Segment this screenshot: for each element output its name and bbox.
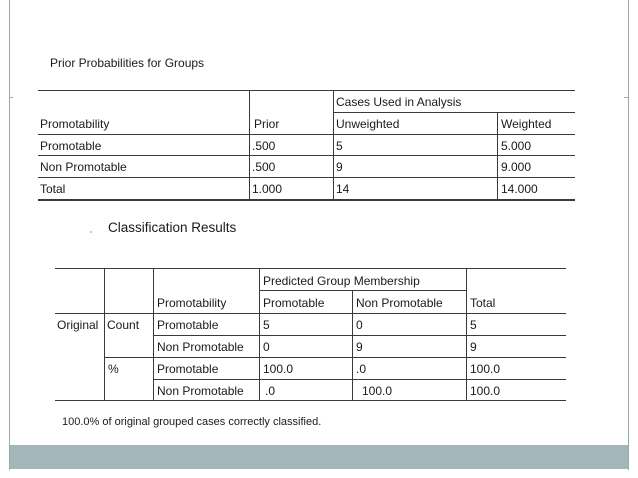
rule xyxy=(333,112,575,113)
bullet-dot xyxy=(90,231,92,233)
classification-cell: 100.0 xyxy=(362,384,393,398)
frame-tick-right xyxy=(624,97,628,98)
classification-cell: 5 xyxy=(263,318,270,332)
classification-super-header: Predicted Group Membership xyxy=(263,274,420,288)
classification-cell: 100.0 xyxy=(470,384,501,398)
rule xyxy=(153,268,154,401)
classification-cell: 0 xyxy=(263,340,270,354)
classification-header-non-promotable: Non Promotable xyxy=(356,296,443,310)
rule xyxy=(497,112,498,200)
classification-cell: 9 xyxy=(470,340,477,354)
rule xyxy=(249,90,250,200)
original-label: Original xyxy=(57,318,99,332)
classification-cell: 100.0 xyxy=(263,362,294,376)
classification-row-var: Promotability xyxy=(157,296,227,310)
rule xyxy=(55,268,566,269)
prior-cell: .500 xyxy=(252,139,276,153)
classification-cell: .0 xyxy=(356,362,367,376)
slide-frame-right xyxy=(628,0,629,470)
rule xyxy=(55,313,566,314)
prior-cell: 1.000 xyxy=(252,182,283,196)
classification-row-label: Non Promotable xyxy=(157,384,244,398)
prior-header-promotability: Promotability xyxy=(40,117,110,131)
prior-header-weighted: Weighted xyxy=(501,117,552,131)
prior-cell: 9 xyxy=(336,160,343,174)
classification-cell: 5 xyxy=(470,318,477,332)
rule xyxy=(466,268,467,401)
rule xyxy=(259,268,260,401)
classification-cell: .0 xyxy=(265,384,276,398)
rule xyxy=(104,357,566,358)
prior-cell: 5.000 xyxy=(501,139,532,153)
percent-label: % xyxy=(108,362,119,376)
prior-table-title: Prior Probabilities for Groups xyxy=(50,56,205,70)
prior-row-label: Non Promotable xyxy=(40,160,127,174)
rule xyxy=(352,290,353,401)
classification-row-label: Non Promotable xyxy=(157,340,244,354)
rule xyxy=(38,155,575,156)
prior-header-prior: Prior xyxy=(254,117,280,131)
rule xyxy=(38,90,575,91)
classification-header-total: Total xyxy=(470,296,496,310)
prior-header-unweighted: Unweighted xyxy=(336,117,400,131)
classification-header-promotable: Promotable xyxy=(263,296,325,310)
classification-row-label: Promotable xyxy=(157,362,219,376)
frame-tick-left xyxy=(9,97,13,98)
rule xyxy=(153,335,566,336)
rule xyxy=(38,177,575,178)
count-label: Count xyxy=(107,318,140,332)
classification-row-label: Promotable xyxy=(157,318,219,332)
classification-footnote: 100.0% of original grouped cases correctly classified. xyxy=(62,416,322,428)
prior-cell: 14 xyxy=(336,182,350,196)
rule xyxy=(104,268,105,401)
prior-cell: 5 xyxy=(336,139,343,153)
prior-cell: 9.000 xyxy=(501,160,532,174)
prior-super-header: Cases Used in Analysis xyxy=(336,95,462,109)
rule xyxy=(153,379,566,380)
rule xyxy=(259,290,467,291)
classification-cell: 100.0 xyxy=(470,362,501,376)
classification-cell: 9 xyxy=(356,340,363,354)
rule xyxy=(38,134,575,135)
prior-cell: 14.000 xyxy=(501,182,538,196)
rule xyxy=(55,400,566,401)
slide-frame-left xyxy=(9,0,10,470)
slide-footer-bar xyxy=(10,445,628,469)
prior-row-label: Total xyxy=(40,182,66,196)
prior-cell: .500 xyxy=(252,160,276,174)
rule xyxy=(333,90,334,200)
rule xyxy=(38,199,575,201)
classification-table-title: Classification Results xyxy=(108,220,237,235)
prior-row-label: Promotable xyxy=(40,139,102,153)
classification-cell: 0 xyxy=(356,318,363,332)
